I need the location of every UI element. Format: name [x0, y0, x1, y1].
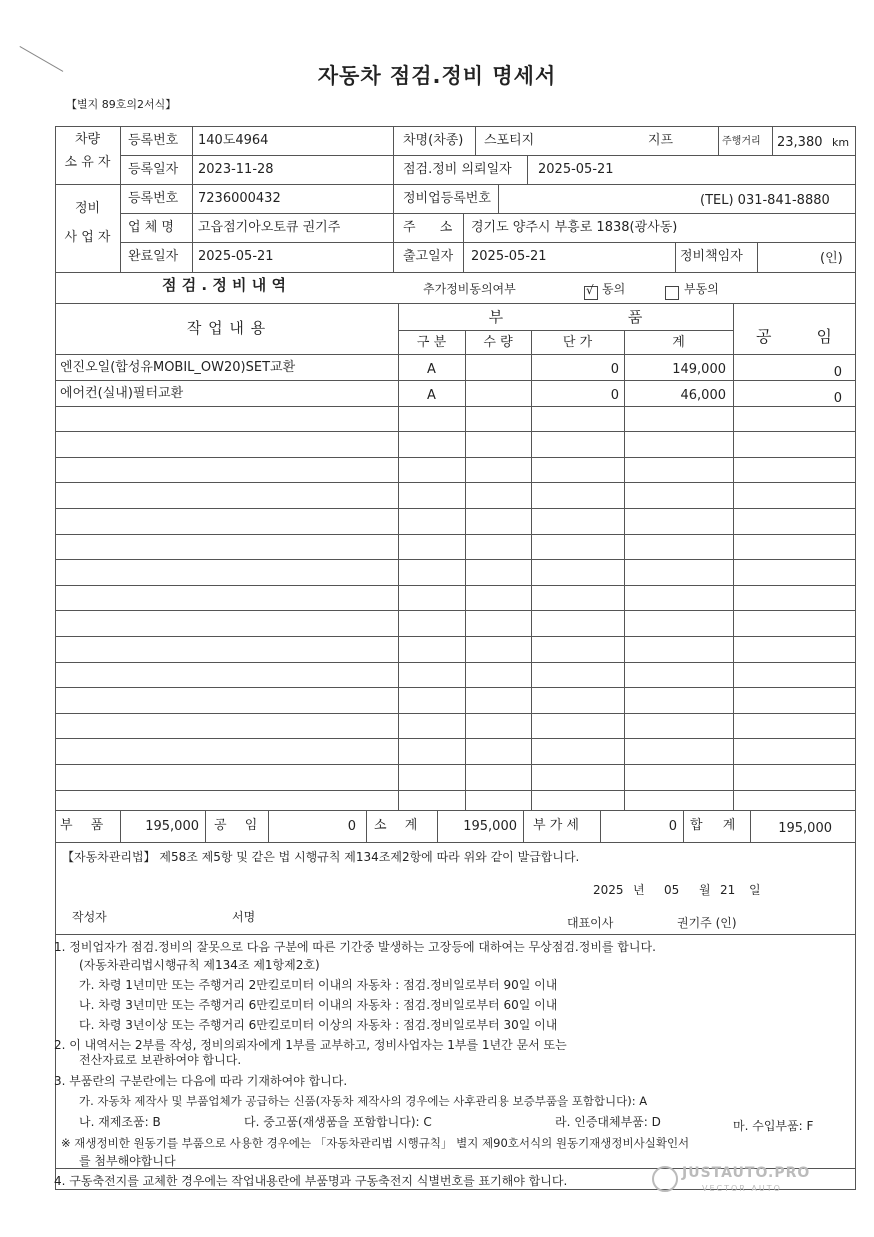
note-line: 가. 자동차 제작사 및 부품업체가 공급하는 신품(자동차 제작사의 경우에는 사후관리용 보증부품을 포함합니다): A — [79, 1094, 648, 1108]
request-date: 2025-05-21 — [538, 162, 614, 177]
disagree-checkbox[interactable] — [665, 286, 679, 300]
mileage-value: 23,380 — [777, 135, 823, 150]
work-row-total: 46,000 — [680, 388, 726, 403]
shop-section-label: 정비 — [74, 201, 101, 216]
watermark-subtext: VECTOR AUTO — [702, 1184, 782, 1193]
agree-check-mark: √ — [586, 283, 594, 297]
work-table-row-line — [55, 559, 856, 560]
shop-reg-no: 7236000432 — [198, 191, 281, 206]
note-line: ※ 재생정비한 원동기를 부품으로 사용한 경우에는 「자동차관리법 시행규칙」 별지 제90호서식의 원동기재생정비사실확인서 — [61, 1136, 690, 1150]
complete-date: 2025-05-21 — [198, 249, 274, 264]
work-table-row-line — [55, 457, 856, 458]
release-date-label: 출고일자 — [403, 249, 454, 264]
note-line: 나. 재제조품: B — [79, 1115, 161, 1129]
grand-total: 195,000 — [778, 821, 832, 836]
note-line: 1. 정비업자가 점검.정비의 잘못으로 다음 구분에 따른 기간중 발생하는 고장등에 대하여는 무상점검.정비를 합니다. — [54, 940, 656, 954]
issue-year-unit: 년 — [633, 883, 645, 897]
work-row-labor: 0 — [833, 365, 842, 380]
parts-header: 부 품 — [488, 308, 643, 326]
shop-name-label: 업 체 명 — [128, 220, 174, 235]
vat-label: 부 가 세 — [533, 818, 579, 833]
request-date-label: 점검.정비 의뢰일자 — [403, 162, 512, 177]
issue-day: 21 — [720, 883, 736, 897]
rep-label: 대표이사 — [567, 916, 614, 930]
note-line: 가. 차령 1년미만 또는 주행거리 2만킬로미터 이내의 자동차 : 점검.정비일로부터 90일 이내 — [79, 978, 558, 992]
notes-divider — [55, 934, 856, 935]
grand-total-label: 합 계 — [690, 818, 736, 833]
work-table-row-line — [55, 431, 856, 432]
consent-label: 추가정비동의여부 — [423, 282, 516, 296]
note-line: 라. 인증대체부품: D — [555, 1115, 661, 1129]
watermark-text: JUSTAUTO.PRO — [682, 1165, 811, 1181]
note-line: 를 첨부해야합니다 — [79, 1154, 176, 1168]
col-type-header: 구 분 — [416, 335, 447, 350]
work-section-title: 점 검 . 정 비 내 역 — [162, 276, 286, 294]
note-line: 다. 차령 3년이상 또는 주행거리 6만킬로미터 이상의 자동차 : 점검.정비일로부터 30일 이내 — [79, 1018, 558, 1032]
note-line: 마. 수입부품: F — [733, 1119, 814, 1133]
work-row-desc: 에어컨(실내)필터교환 — [60, 386, 184, 401]
owner-reg-date-label: 등록일자 — [128, 162, 179, 177]
work-row-type: A — [427, 362, 436, 377]
watermark-logo-icon — [652, 1166, 678, 1192]
car-name: 스포티지 — [484, 133, 535, 148]
note-line: 전산자료로 보관하여야 합니다. — [79, 1053, 242, 1067]
note-line: 다. 중고품(재생품을 포함합니다): C — [244, 1115, 432, 1129]
work-content-header: 작 업 내 용 — [186, 319, 267, 337]
issue-month-unit: 월 — [699, 883, 711, 897]
work-row-labor: 0 — [833, 391, 842, 406]
issue-year: 2025 — [593, 883, 624, 897]
note-line: 4. 구동축전지를 교체한 경우에는 작업내용란에 부품명과 구동축전지 식별번호를 표기해야 합니다. — [54, 1174, 568, 1188]
shop-address: 경기도 양주시 부흥로 1838(광사동) — [471, 220, 678, 235]
owner-reg-date: 2023-11-28 — [198, 162, 274, 177]
work-table-row-line — [55, 406, 856, 407]
work-row-type: A — [427, 388, 436, 403]
work-table-row-line — [55, 713, 856, 714]
car-name-label: 차명(차종) — [403, 133, 464, 148]
total-parts-label: 부 품 — [60, 818, 104, 833]
mileage-unit: km — [832, 136, 850, 149]
note-line: 나. 차령 3년미만 또는 주행거리 6만킬로미터 이내의 자동차 : 점검.정비일로부터 60일 이내 — [79, 998, 558, 1012]
release-date: 2025-05-21 — [471, 249, 547, 264]
agree-label: 동의 — [602, 282, 626, 296]
owner-reg-no-label: 등록번호 — [128, 133, 179, 148]
work-table-row-line — [55, 790, 856, 791]
owner-reg-no: 140도4964 — [198, 133, 269, 148]
shop-name: 고읍점기아오토큐 권기주 — [198, 220, 341, 235]
owner-section-label-2: 소 유 자 — [64, 155, 111, 170]
note-line: (자동차관리법시행규칙 제134조 제1항제2호) — [79, 958, 320, 972]
work-table-row-line — [55, 482, 856, 483]
vat: 0 — [668, 819, 677, 834]
shop-tel: (TEL) 031-841-8880 — [700, 193, 830, 208]
work-table-row-line — [55, 738, 856, 739]
work-table-row-line — [55, 610, 856, 611]
col-unit-price-header: 단 가 — [562, 335, 593, 350]
work-table-row-line — [55, 585, 856, 586]
subtotal: 195,000 — [463, 819, 517, 834]
total-labor-label: 공 임 — [214, 818, 258, 833]
work-table-row-line — [55, 662, 856, 663]
work-table-row-line — [55, 687, 856, 688]
mileage-label: 주행거리 — [722, 136, 761, 147]
subtotal-label: 소 계 — [374, 818, 418, 833]
owner-section-label: 차량 — [74, 132, 101, 147]
work-row-unit-price: 0 — [610, 362, 619, 377]
rep-name: 권기주 (인) — [677, 916, 737, 930]
manager-label: 정비책임자 — [680, 249, 743, 264]
car-type: 지프 — [648, 133, 674, 148]
total-labor: 0 — [347, 819, 356, 834]
work-row-desc: 엔진오일(합성유MOBIL_OW20)SET교환 — [60, 360, 296, 375]
col-qty-header: 수 량 — [483, 335, 513, 350]
note-line: 2. 이 내역서는 2부를 작성, 정비의뢰자에게 1부를 교부하고, 정비사업자는 1부를 1년간 문서 또는 — [54, 1038, 567, 1052]
biz-reg-no-label: 정비업등록번호 — [403, 191, 491, 206]
work-table-row-line — [55, 764, 856, 765]
form-number: 【별지 89호의2서식】 — [66, 98, 177, 111]
issue-day-unit: 일 — [749, 883, 761, 897]
col-total-header: 계 — [672, 335, 685, 350]
work-row-unit-price: 0 — [610, 388, 619, 403]
work-table-row-line — [55, 380, 856, 381]
work-row-total: 149,000 — [672, 362, 726, 377]
total-parts: 195,000 — [145, 819, 199, 834]
law-statement: 【자동차관리법】 제58조 제5항 및 같은 법 시행규칙 제134조제2항에 따라 위와 같이 발급합니다. — [62, 850, 580, 864]
address-label: 주 소 — [403, 220, 453, 235]
sign-label: 서명 — [232, 910, 256, 924]
note-line: 3. 부품란의 구분란에는 다음에 따라 기재하여야 합니다. — [54, 1074, 348, 1088]
disagree-label: 부동의 — [684, 282, 719, 296]
shop-section-label-2: 사 업 자 — [64, 230, 111, 245]
shop-reg-no-label: 등록번호 — [128, 191, 179, 206]
work-table-row-line — [55, 534, 856, 535]
page-title: 자동차 점검.정비 명세서 — [317, 64, 557, 88]
complete-date-label: 완료일자 — [128, 249, 179, 264]
work-table-row-line — [55, 508, 856, 509]
labor-header: 공 임 — [756, 327, 832, 346]
issue-month: 05 — [664, 883, 680, 897]
manager-seal: (인) — [820, 251, 843, 266]
work-table-row-line — [55, 636, 856, 637]
writer-label: 작성자 — [72, 910, 107, 924]
